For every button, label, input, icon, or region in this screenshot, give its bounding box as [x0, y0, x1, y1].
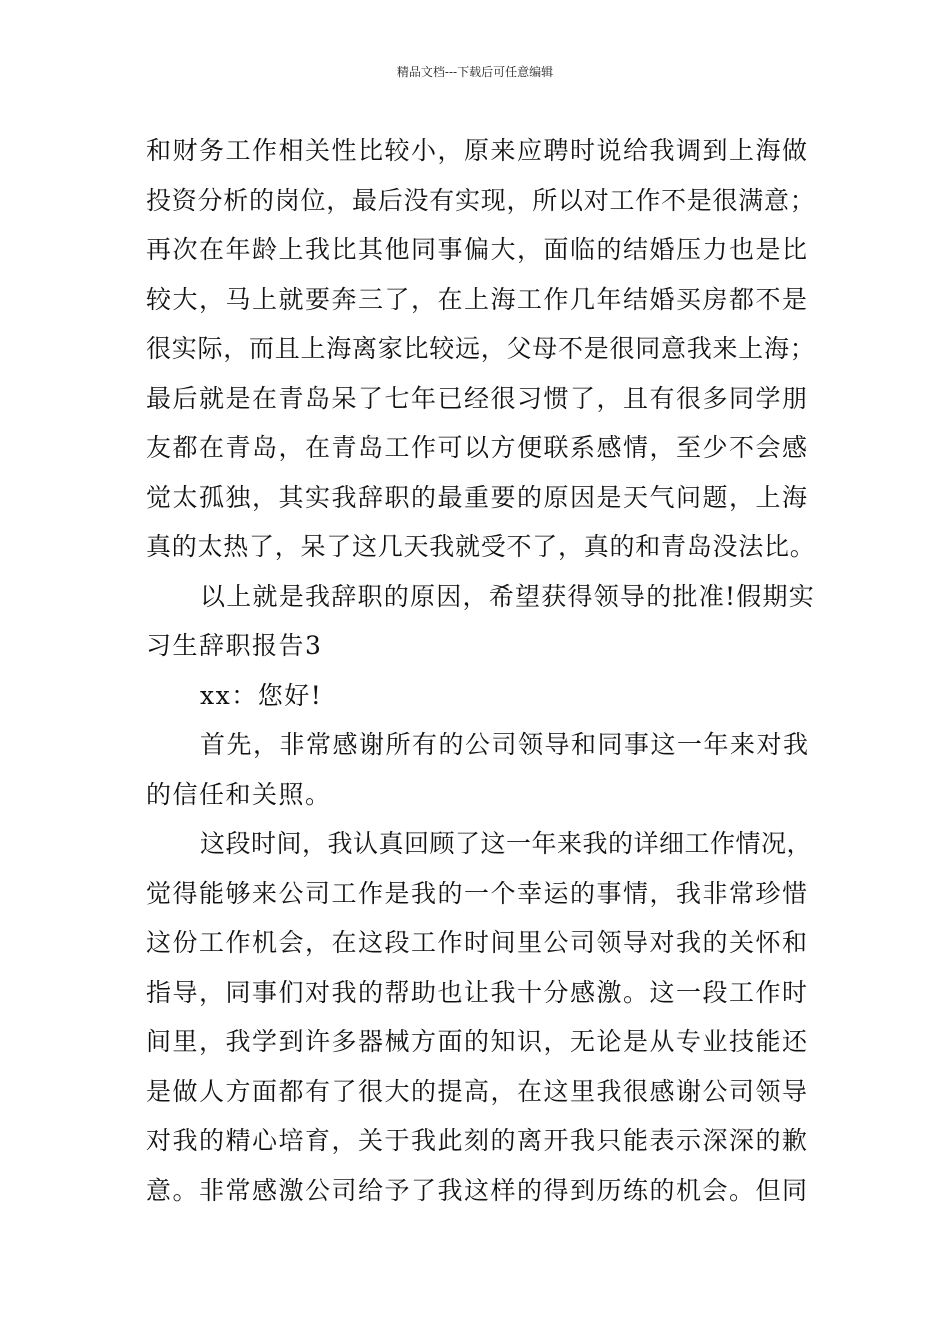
text-line: 真的太热了，呆了这几天我就受不了，真的和青岛没法比。: [146, 532, 816, 561]
text-line: 这份工作机会，在这段工作时间里公司领导对我的关怀和: [146, 928, 809, 957]
text-line: xx：您好!: [200, 680, 323, 710]
text-line: 这段时间，我认真回顾了这一年来我的详细工作情况，: [200, 829, 813, 858]
text-line: 对我的精心培育，关于我此刻的离开我只能表示深深的歉: [146, 1126, 809, 1155]
text-line: 意。非常感激公司给予了我这样的得到历练的机会。但同: [146, 1175, 809, 1205]
text-line: 较大，马上就要奔三了，在上海工作几年结婚买房都不是: [146, 284, 809, 314]
document-body: [146, 126, 816, 1215]
text-line: 间里，我学到许多器械方面的知识，无论是从专业技能还: [146, 1027, 809, 1056]
text-line: 投资分析的岗位，最后没有实现，所以对工作不是很满意；: [146, 185, 816, 215]
text-line: 很实际，而且上海离家比较远，父母不是很同意我来上海；: [146, 334, 816, 363]
text-line: 以上就是我辞职的原因，希望获得领导的批准!假期实: [200, 581, 816, 611]
text-line: 再次在年龄上我比其他同事偏大，面临的结婚压力也是比: [146, 235, 809, 264]
text-line: 是做人方面都有了很大的提高，在这里我很感谢公司领导: [146, 1076, 809, 1106]
text-line: 和财务工作相关性比较小，原来应聘时说给我调到上海做: [146, 136, 809, 165]
page-header: 精品文档---下载后可任意编辑: [396, 65, 554, 79]
text-line: 觉得能够来公司工作是我的一个幸运的事情，我非常珍惜: [146, 878, 809, 908]
text-line: 首先，非常感谢所有的公司领导和同事这一年来对我: [200, 730, 810, 759]
text-line: 最后就是在青岛呆了七年已经很习惯了，且有很多同学朋: [146, 383, 809, 413]
text-line: 友都在青岛，在青岛工作可以方便联系感情，至少不会感: [146, 433, 809, 462]
text-line: 习生辞职报告3: [146, 631, 323, 660]
text-line: 指导，同事们对我的帮助也让我十分感激。这一段工作时: [146, 977, 809, 1007]
text-line: 的信任和关照。: [146, 779, 332, 809]
text-line: 觉太孤独，其实我辞职的最重要的原因是天气问题，上海: [146, 482, 809, 512]
